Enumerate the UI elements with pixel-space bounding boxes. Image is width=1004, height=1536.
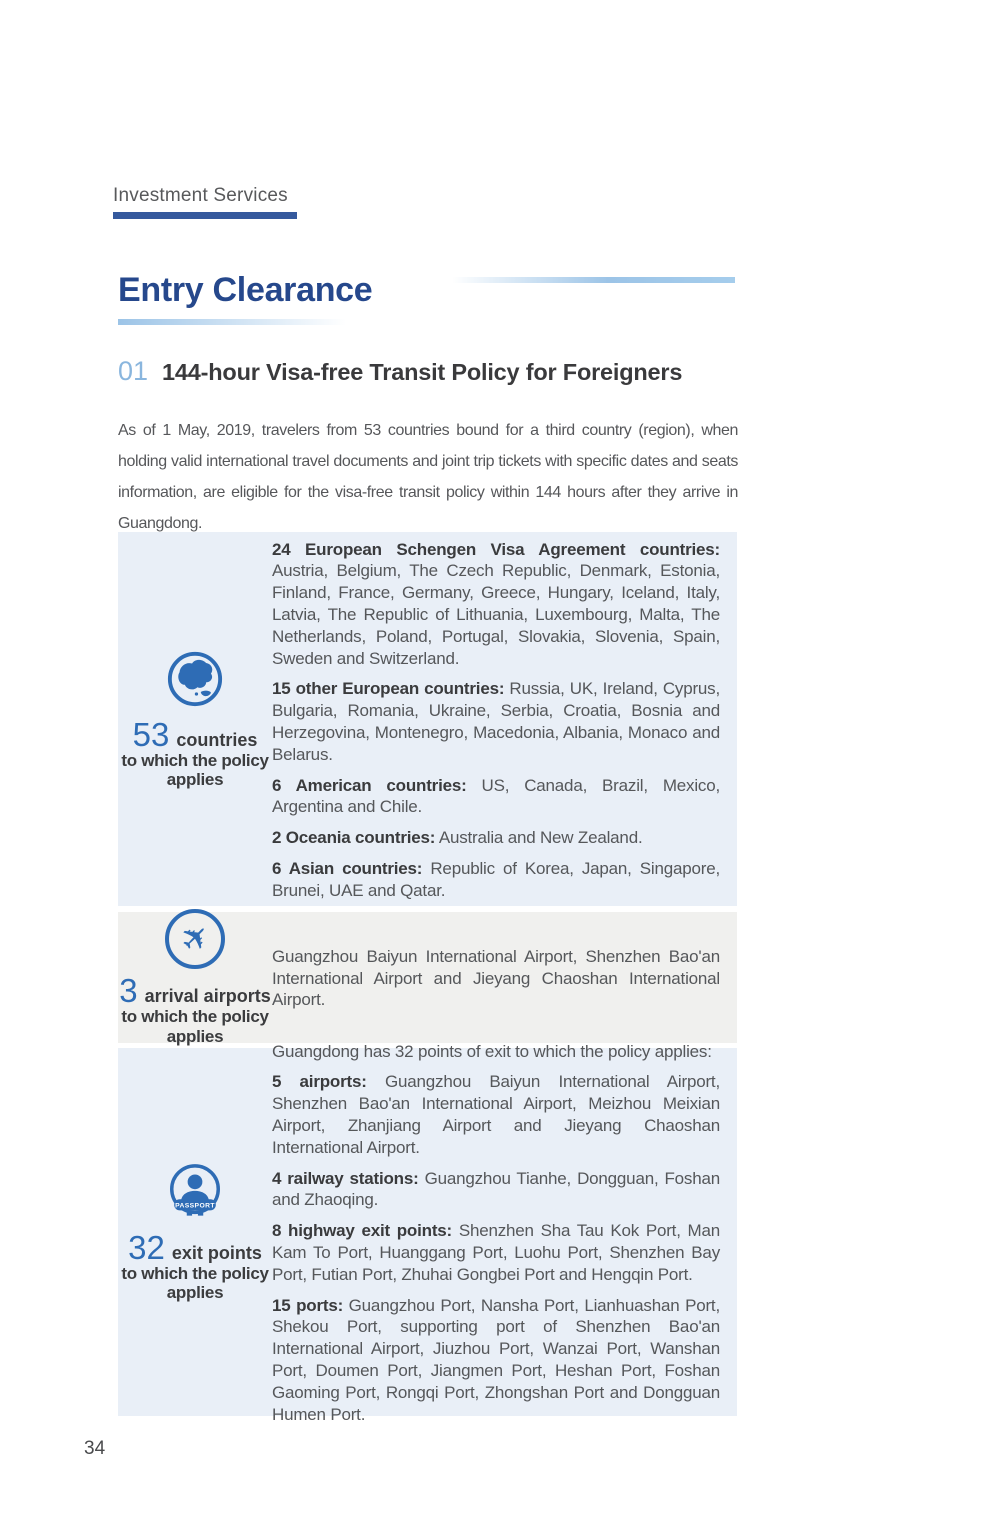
exit-points-count: 32 [128,1228,165,1266]
exit-points-text-column [272,1041,737,1424]
category-underline-bar [113,212,297,219]
airports-text-column [272,912,737,1043]
document-category-label: Investment Services [113,185,288,206]
country-group-paragraph: 6 American countries: US, Canada, Brazil, Mexico, Argentina and Chile. [272,775,720,817]
page-number: 34 [84,1438,106,1459]
title-gradient-underline [118,319,346,325]
country-group-paragraph: 2 Oceania countries: Australia and New Zealand. [272,828,643,848]
exit-group-paragraph: 8 highway exit points: Shenzhen Sha Tau Kok Port, Man Kam To Port, Huanggang Port, Luohu Port, Shenzhen Bay Port, Futian Port, Zhuhai Gongbei Port and Hengqin Port. [272,1221,720,1284]
exit-points-stat: 32 exit points to which the policy applies [121,1228,269,1302]
intro-paragraph: As of 1 May, 2019, travelers from 53 countries bound for a third country (region), when holding valid international travel documents and joint trip tickets with specific dates and seats information, are eligible for the visa-free transit policy within 144 hours after they arrive in Guangdong. [118,422,738,532]
page-title: Entry Clearance [118,271,373,309]
exit-group-paragraph: 15 ports: Guangzhou Port, Nansha Port, Lianhuashan Port, Shekou Port, supporting port of Shenzhen Bao'an International Airport, Jiuzhou Port, Wanzai Port, Wanshan Port, Doumen Port, Jiangmen Port, Heshan Port, Foshan Gaoming Port, Rongqi Port, Zhongshan Port and Dongguan Humen Port. [272,1295,720,1424]
airplane-icon: ✈ [165,909,225,969]
countries-stat: 53 countries to which the policy applies [121,715,269,789]
country-group-paragraph: 24 European Schengen Visa Agreement countries: Austria, Belgium, The Czech Republic, Denmark, Estonia, Finland, France, Germany, Greece, Hungary, Iceland, Italy, Latvia, The Republic of Lithuania, Luxembourg, Malta, The Netherlands, Poland, Portugal, Slovakia, Slovenia, Spain, Sweden and Switzerland. [272,539,720,668]
countries-count: 53 [132,715,170,753]
airports-info-box [118,912,737,1046]
airports-stat-column [118,912,272,1046]
title-decorative-line-top [452,277,735,283]
exit-points-stat-column [118,1048,272,1416]
exit-group-paragraph: 5 airports: Guangzhou Baiyun International Airport, Shenzhen Bao'an International Airport, Meizhou Meixian Airport, Zhanjiang Airport and Jieyang Chaoshan International Airport. [272,1072,720,1157]
passport-icon [164,1162,226,1222]
exit-points-intro: Guangdong has 32 points of exit to which the policy applies: [272,1041,712,1061]
airports-stat: 3 arrival airports to which the policy applies [119,972,271,1046]
passport-ribbon-label: PASSPORT [175,1202,215,1209]
countries-text-column [272,532,737,906]
exit-points-info-box [118,1041,737,1424]
countries-info-box [118,532,737,906]
globe-icon [166,649,224,709]
country-group-paragraph: 15 other European countries: Russia, UK, Ireland, Cyprus, Bulgaria, Romania, Ukraine, Serbia, Croatia, Bosnia and Herzegovina, Montenegro, Macedonia, Albania, Monaco and Belarus. [272,679,721,764]
airports-count: 3 [119,972,138,1009]
section-title: 144-hour Visa-free Transit Policy for Foreigners [162,359,683,385]
airports-paragraph: Guangzhou Baiyun International Airport, Shenzhen Bao'an International Airport and Jieyang Chaoshan International Airport. [272,946,720,1010]
section-number: 01 [118,356,149,386]
countries-stat-column [118,532,272,906]
section-heading [118,356,682,387]
exit-group-paragraph: 4 railway stations: Guangzhou Tianhe, Dongguan, Foshan and Zhaoqing. [272,1168,720,1210]
country-group-paragraph: 6 Asian countries: Republic of Korea, Japan, Singapore, Brunei, UAE and Qatar. [272,858,720,900]
